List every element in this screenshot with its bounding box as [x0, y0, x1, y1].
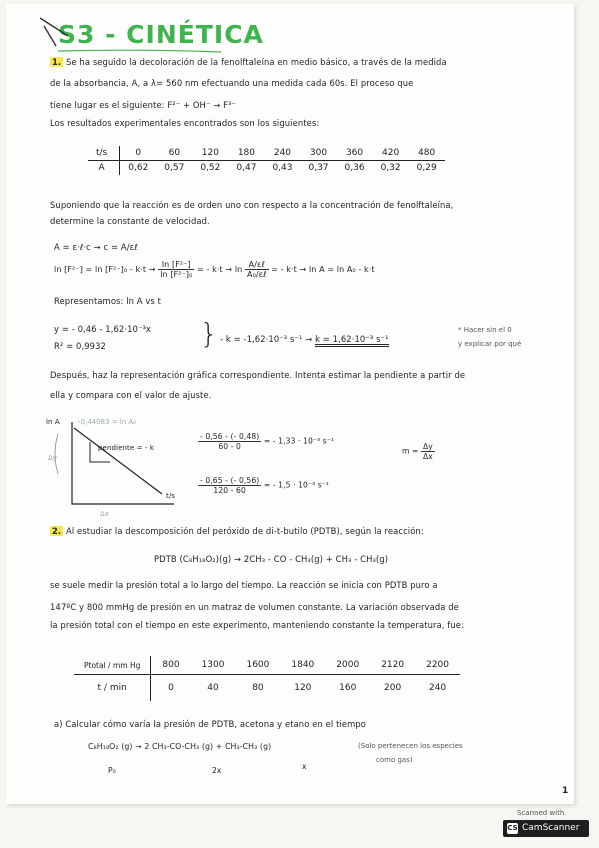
scanner-badge — [503, 820, 589, 837]
representation-line: Representamos: ln A vs t — [54, 296, 162, 306]
problem-1-line-4: Los resultados experimentales encontrados son los siguientes: — [50, 118, 320, 128]
table-cell: 40 — [207, 683, 219, 693]
eq-fraction-num: A/εℓ — [245, 260, 269, 270]
problem-1-line-6: determine la constante de velocidad. — [50, 216, 210, 226]
graph-xlabel: t/s — [166, 492, 176, 500]
table-row — [74, 675, 460, 702]
fit-result-left: - k = -1,62·10⁻³ s⁻¹ → — [220, 334, 313, 344]
table-cell: 800 — [151, 656, 191, 675]
eq-part: = - k·t → ln A = ln A₀ - k·t — [271, 265, 375, 274]
table-row-label: A — [88, 161, 120, 176]
calc-fraction — [198, 476, 261, 495]
slope-fraction — [421, 442, 435, 461]
problem-1-line-1 — [50, 57, 447, 67]
eq-fraction — [158, 260, 194, 279]
cs-logo-icon: CS — [507, 824, 518, 832]
graph-ylabel: ln A — [46, 418, 60, 426]
table-cell: 2200 — [415, 656, 460, 675]
eq-fraction-den: A₀/εℓ — [247, 270, 267, 279]
graph-intercept-note: -0,44083 = ln A₀ — [78, 418, 136, 426]
table-cell: 0,29 — [416, 163, 437, 173]
table-cell: 2000 — [325, 656, 370, 675]
calc-result: = - 1,5 · 10⁻³ s⁻¹ — [263, 480, 330, 490]
problem-1-line-7: Después, haz la representación gráfica correspondiente. Intenta estimar la pendiente a partir de — [50, 370, 466, 380]
ln-a-vs-t-sketch — [44, 414, 184, 514]
table-cell: 300 — [300, 146, 336, 161]
table-cell: 0,43 — [272, 163, 293, 173]
graph-dx-note: Δx — [100, 510, 109, 518]
fit-equation: y = - 0,46 - 1,62·10⁻³x — [54, 324, 151, 334]
problem-2-number: 2. — [52, 526, 62, 536]
initial-pressure-label: P₀ — [108, 766, 116, 775]
absorbance-table — [88, 146, 445, 175]
graph-dy-note: Δy — [48, 454, 57, 462]
scanner-brand: CamScanner — [522, 823, 580, 833]
question-a: a) Calcular cómo varía la presión de PDTB, acetona y etano en el tiempo — [54, 719, 367, 729]
acetone-label: 2x — [212, 766, 222, 775]
pdtb-reaction: PDTB (C₈H₁₈O₂)(g) → 2CH₃ - CO - CH₃(g) + CH₃ - CH₃(g) — [154, 554, 389, 564]
table-row-label: t/s — [88, 146, 120, 161]
slope-calc-2 — [198, 476, 329, 495]
table-row-label: Ptotal / mm Hg — [74, 656, 151, 675]
first-order-derivation — [54, 260, 375, 279]
table-cell: 0,37 — [308, 163, 329, 173]
problem-1-line-5: Suponiendo que la reacción es de orden uno con respecto a la concentración de fenolftaleína, — [50, 200, 454, 210]
table-cell: 2120 — [370, 656, 415, 675]
table-cell: 160 — [339, 683, 357, 693]
slope-fraction-den: Δx — [423, 452, 433, 461]
calc-fraction-den: 60 - 0 — [218, 442, 241, 451]
rate-constant-result: k = 1,62·10⁻³ s⁻¹ — [315, 334, 388, 347]
table-cell: 0 — [120, 146, 157, 161]
table-cell: 360 — [337, 146, 373, 161]
problem-1-line-2: de la absorbancia, A, a λ= 560 nm efectuando una medida cada 60s. El proceso que — [50, 78, 414, 88]
reaction-note-2: como gas) — [376, 756, 413, 764]
table-cell: 0,32 — [380, 163, 401, 173]
table-cell: 0,62 — [128, 163, 149, 173]
table-cell: 120 — [294, 683, 312, 693]
table-row — [88, 161, 445, 176]
camscanner-watermark — [503, 809, 589, 839]
slope-definition — [402, 442, 435, 461]
table-cell: 1300 — [191, 656, 236, 675]
table-cell: 60 — [156, 146, 192, 161]
fit-r-squared: R² = 0,9932 — [54, 341, 106, 351]
table-cell: 80 — [252, 683, 264, 693]
scanner-caption: Scanned with — [517, 809, 565, 817]
title-bracket-mark — [36, 14, 76, 48]
eq-fraction-den: ln [F²⁻]₀ — [160, 270, 193, 279]
calc-result: = - 1,33 · 10⁻³ s⁻¹ — [263, 436, 334, 446]
table-row — [88, 146, 445, 161]
problem-2-line-3: 147ºC y 800 mmHg de presión en un matraz de volumen constante. La variación observada de — [50, 602, 459, 612]
problem-1-line-8: ella y compara con el valor de ajuste. — [50, 390, 212, 400]
problem-2-line-1 — [50, 526, 424, 536]
table-cell: 240 — [264, 146, 300, 161]
side-note-2: y explicar por qué — [458, 340, 522, 348]
table-cell: 0 — [168, 683, 174, 693]
eq-part: ln [F²⁻] = ln [F²⁻]₀ - k·t → — [54, 265, 156, 274]
page-title: S3 - CINÉTICA — [58, 20, 264, 49]
decomposition-reaction: C₈H₁₈O₂ (g) → 2 CH₃-CO-CH₃ (g) + CH₃-CH₃ (g) — [88, 742, 272, 751]
table-row-label: t / min — [74, 675, 151, 702]
title-underline — [56, 48, 226, 54]
table-cell: 120 — [192, 146, 228, 161]
reaction-note-1: (Solo pertenecen los especies — [358, 742, 463, 750]
beer-lambert-equation: A = ε·ℓ·c → c = A/εℓ — [54, 242, 138, 252]
pressure-table — [74, 656, 460, 701]
page-number: 1 — [562, 786, 569, 796]
eq-part: = - k·t → ln — [197, 265, 243, 274]
notebook-page — [6, 4, 574, 804]
problem-2-text-1: Al estudiar la descomposición del peróxido de di-t-butilo (PDTB), según la reacción: — [65, 526, 424, 536]
table-row — [74, 656, 460, 675]
table-cell: 0,57 — [164, 163, 185, 173]
table-cell: 1840 — [280, 656, 325, 675]
problem-2-line-2: se suele medir la presión total a lo largo del tiempo. La reacción se inicia con PDTB puro a — [50, 580, 438, 590]
table-cell: 180 — [228, 146, 264, 161]
table-cell: 240 — [428, 683, 447, 693]
table-cell: 0,52 — [200, 163, 221, 173]
table-cell: 420 — [373, 146, 409, 161]
problem-1-line-3: tiene lugar es el siguiente: F²⁻ + OH⁻ → F³⁻ — [50, 100, 236, 110]
calc-fraction-den: 120 - 60 — [213, 486, 246, 495]
problem-2-line-4: la presión total con el tiempo en este experimento, manteniendo constante la temperatura, fue: — [50, 620, 464, 630]
problem-1-number: 1. — [52, 57, 62, 67]
table-cell: 0,36 — [344, 163, 365, 173]
calc-fraction-num: - 0,65 - (- 0,56) — [200, 476, 260, 485]
table-cell: 1600 — [235, 656, 280, 675]
slope-fraction-num: Δy — [423, 442, 433, 451]
table-cell: 480 — [409, 146, 445, 161]
problem-1-text-1: Se ha seguido la decoloración de la fenolftaleína en medio básico, a través de la medida — [65, 57, 447, 67]
table-cell: 200 — [384, 683, 402, 693]
table-cell: 0,47 — [236, 163, 257, 173]
eq-fraction — [245, 260, 269, 279]
slope-calc-1 — [198, 432, 334, 451]
calc-fraction — [198, 432, 261, 451]
eq-fraction-num: ln [F²⁻] — [158, 260, 194, 270]
fit-result — [220, 334, 389, 344]
brace-symbol: } — [200, 317, 218, 350]
calc-fraction-num: - 0,56 - (- 0,48) — [200, 432, 260, 441]
slope-m-label: m = — [402, 446, 419, 456]
ethane-label: x — [302, 762, 307, 771]
graph-slope-note: pendiente = - k — [98, 444, 154, 452]
side-note-1: * Hacer sin el 0 — [458, 326, 512, 334]
